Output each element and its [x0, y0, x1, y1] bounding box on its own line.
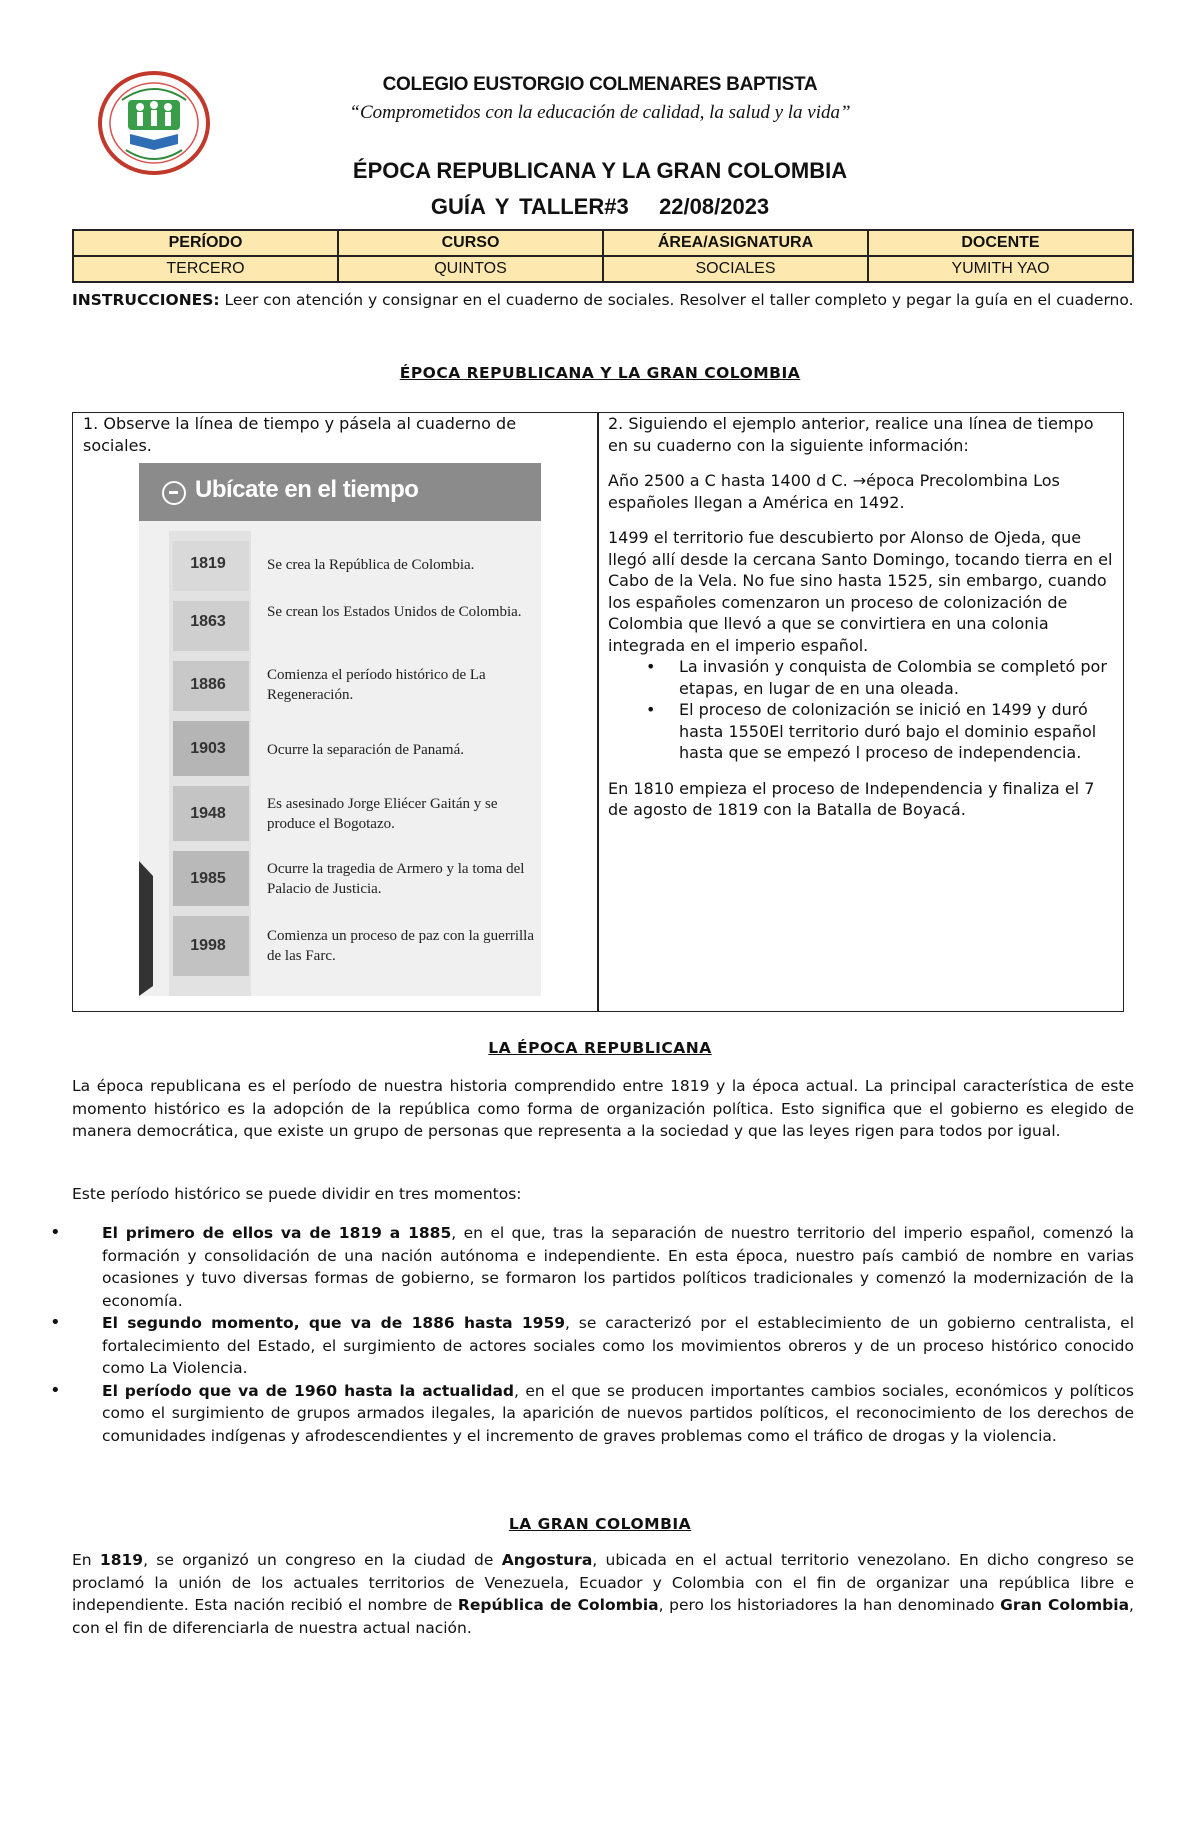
guide-number: GUÍA Y TALLER#3: [430, 194, 629, 219]
event-text: Comienza un proceso de paz con la guerrilla de las Farc.: [267, 928, 534, 964]
timeline-title: Ubícate en el tiempo: [195, 476, 419, 503]
info-table: [72, 229, 1134, 283]
section-heading-activity: ÉPOCA REPUBLICANA Y LA GRAN COLOMBIA: [399, 364, 801, 382]
text-run: , pero los historiadores la han denominado: [658, 1596, 1001, 1614]
bold-run: Angostura: [501, 1551, 593, 1569]
event-year: 1863: [190, 613, 226, 630]
event-text: Ocurre la tragedia de Armero y la toma del Palacio de Justicia.: [267, 861, 525, 897]
header-cell-subject: ÁREA/ASIGNATURA: [603, 230, 868, 256]
bold-run: 1819: [99, 1551, 144, 1569]
bold-run: Gran Colombia: [1000, 1596, 1130, 1614]
colonization-list: [608, 656, 1113, 764]
activity-left-column: [83, 413, 588, 457]
school-name: COLEGIO EUSTORGIO COLMENARES BAPTISTA: [382, 74, 818, 95]
header-cell-course: CURSO: [338, 230, 603, 256]
page-title: ÉPOCA REPUBLICANA Y LA GRAN COLOMBIA: [352, 158, 848, 183]
info-table-value-row: [73, 256, 1133, 282]
list-item: [50, 1222, 1134, 1312]
event-year: 1903: [190, 740, 226, 757]
event-year: 1948: [190, 805, 226, 822]
republican-paragraph: La época republicana es el período de nuestra historia comprendido entre 1819 y la época actual. La principal característica de este momento histórico es la adopción de la república como forma de organización política. Esto significa que el gobierno es elegido de manera democrática, que existe un grupo de personas que representa a la sociedad y que las leyes rigen para todos por igual.: [72, 1077, 1134, 1140]
period-bold: El primero de ellos va de 1819 a 1885: [102, 1224, 452, 1242]
header-cell-period: PERÍODO: [73, 230, 338, 256]
timeline-event: [139, 536, 541, 596]
value-cell-course: QUINTOS: [338, 256, 603, 282]
independence-paragraph: En 1810 empieza el proceso de Independencia y finaliza el 7 de agosto de 1819 con la Batalla de Boyacá.: [608, 778, 1095, 819]
section-heading-republican: LA ÉPOCA REPUBLICANA: [488, 1039, 712, 1057]
column-divider: [597, 413, 599, 1011]
header-cell-teacher: DOCENTE: [868, 230, 1133, 256]
timeline-event: [139, 657, 541, 717]
period-bold: El segundo momento, que va de 1886 hasta 1959: [102, 1314, 566, 1332]
value-cell-teacher: YUMITH YAO: [868, 256, 1133, 282]
event-year: 1998: [190, 937, 226, 954]
guide-title: [0, 194, 1200, 220]
school-motto: “Comprometidos con la educación de calidad, la salud y la vida”: [349, 102, 851, 123]
timeline-event: [139, 851, 541, 911]
value-cell-period: TERCERO: [73, 256, 338, 282]
timeline-event: [139, 721, 541, 781]
instructions-text: Leer con atención y consignar en el cuaderno de sociales. Resolver el taller completo y pegar la guía en el cuaderno.: [219, 291, 1134, 309]
activity-box: [72, 412, 1124, 1012]
right-instruction: 2. Siguiendo el ejemplo anterior, realice una línea de tiempo en su cuaderno con la siguiente información:: [608, 414, 1094, 455]
gran-colombia-paragraph: [72, 1549, 1134, 1639]
periods-intro: Este período histórico se puede dividir en tres momentos:: [72, 1185, 522, 1203]
period-text: , en el que, tras la separación de nuestro territorio del imperio español, comenzó la formación y consolidación de una nación autónoma e independiente. En esta época, nuestro país cambió de nombre en varias ocasiones y tuvo diversas formas de gobierno, se formaron los partidos políticos tradicionales y comenzó la modernización de la economía.: [102, 1224, 1134, 1310]
instructions: [72, 288, 1134, 313]
precolombian-paragraph: Año 2500 a C hasta 1400 d C. →época Precolombina Los españoles llegan a América en 1492.: [608, 471, 1060, 512]
activity-right-column: [608, 413, 1113, 835]
period-text: , se caracterizó por el establecimiento de un gobierno centralista, el fortalecimiento del Estado, el surgimiento de actores sociales como los movimientos obreros y de un proceso histórico conocido como La Violencia.: [102, 1314, 1134, 1377]
list-item: [50, 1312, 1134, 1380]
list-item: [50, 1380, 1134, 1448]
left-instruction: 1. Observe la línea de tiempo y pásela al cuaderno de sociales.: [83, 414, 517, 455]
periods-list: [50, 1222, 1134, 1447]
info-table-header-row: [73, 230, 1133, 256]
event-text: Comienza el período histórico de La Regeneración.: [267, 667, 486, 703]
event-text: Se crea la República de Colombia.: [267, 557, 475, 573]
period-bold: El período que va de 1960 hasta la actualidad: [102, 1381, 515, 1400]
bold-run: República de Colombia: [457, 1596, 659, 1614]
text-run: , se organizó un congreso en la ciudad de: [143, 1551, 502, 1569]
event-year: 1886: [190, 676, 226, 693]
list-item: • La invasión y conquista de Colombia se completó por etapas, en lugar de en una oleada.: [608, 656, 1113, 699]
timeline-events: [139, 531, 541, 996]
guide-date: 22/08/2023: [659, 194, 770, 219]
event-text: Es asesinado Jorge Eliécer Gaitán y se produce el Bogotazo.: [267, 796, 498, 832]
instructions-label: INSTRUCCIONES:: [72, 291, 220, 309]
text-run: En: [72, 1551, 100, 1569]
discovery-paragraph: 1499 el territorio fue descubierto por Alonso de Ojeda, que llegó allí desde la cercana Santo Domingo, tocando tierra en el Cabo de la Vela. No fue sino hasta 1525, sin embargo, cuando los españoles comenzaron un proceso de colonización de Colombia que llevó a que se convirtiera en una colonia integrada en el imperio español.: [608, 528, 1113, 655]
event-text: Ocurre la separación de Panamá.: [267, 742, 464, 758]
text-run: , con el fin de diferenciarla de nuestra actual nación.: [72, 1596, 1134, 1637]
section-heading-gran-colombia: LA GRAN COLOMBIA: [508, 1515, 692, 1533]
timeline-event: [139, 918, 541, 978]
list-item: • El proceso de colonización se inició en 1499 y duró hasta 1550El territorio duró bajo el dominio español hasta que se empezó l proceso de independencia.: [608, 699, 1113, 764]
clock-icon: [162, 481, 186, 505]
timeline-header: [139, 463, 541, 521]
value-cell-subject: SOCIALES: [603, 256, 868, 282]
timeline-figure: [139, 463, 541, 996]
event-text: Se crean los Estados Unidos de Colombia.: [267, 604, 522, 620]
text-run: , ubicada en el actual territorio venezolano. En dicho congreso se proclamó la unión de los actuales territorios de Venezuela, Ecuador y Colombia con el fin de organizar una república libre e independiente. Esta nación recibió el nombre de: [72, 1551, 1134, 1614]
event-year: 1819: [190, 555, 226, 572]
timeline-event: [139, 786, 541, 846]
period-text: , en el que se producen importantes cambios sociales, económicos y políticos como el surgimiento de grupos armados ilegales, la aparición de nuevos partidos políticos, el reconocimiento de los derechos de comunidades indígenas y afrodescendientes y el incremento de graves problemas como el tráfico de drogas y la violencia.: [102, 1381, 1135, 1445]
event-year: 1985: [190, 870, 226, 887]
timeline-event: [139, 594, 541, 654]
